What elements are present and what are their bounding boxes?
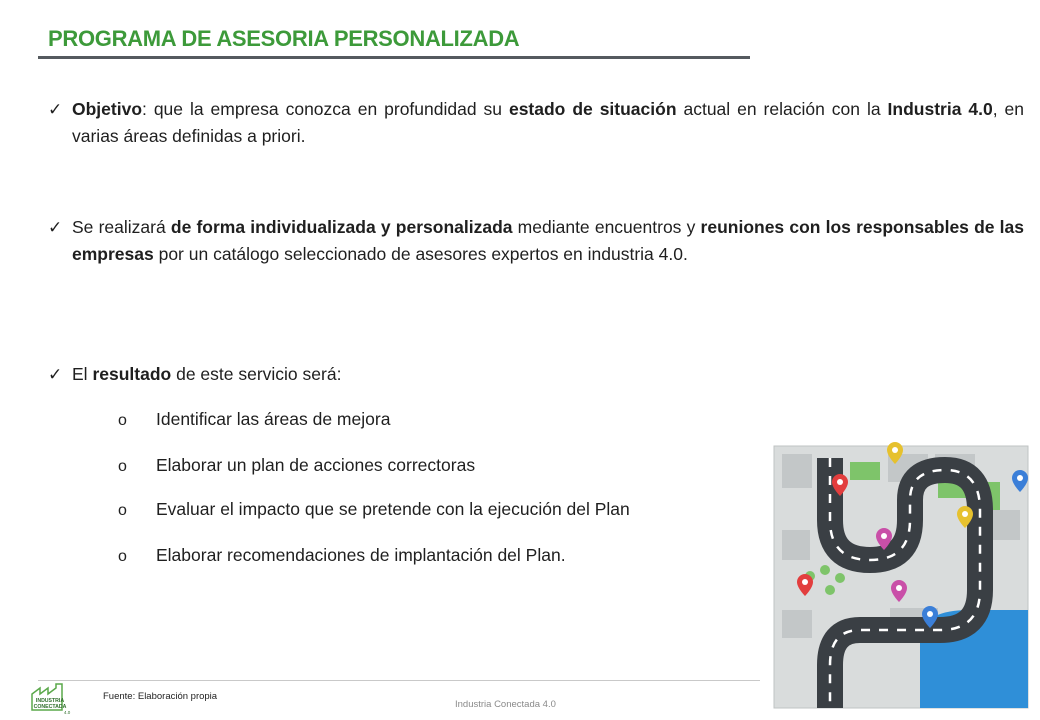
logo-text: 4.0	[64, 710, 71, 715]
sub-item: o Elaborar recomendaciones de implantación del Plan.	[118, 545, 566, 565]
sub-item: o Elaborar un plan de acciones correctoras	[118, 455, 476, 475]
bullet-resultado	[48, 361, 1024, 388]
road-map-illustration-icon	[770, 440, 1030, 710]
check-icon: ✓	[48, 218, 63, 237]
bullet-resultado-text: El resultado de este servicio será:	[72, 364, 342, 384]
source-note: Fuente: Elaboración propia	[103, 691, 218, 702]
bullet-objetivo	[48, 96, 1024, 150]
bullet-objetivo-text: Objetivo: que la empresa conozca en profundidad su estado de situación actual en relación con la Industria 4.0, en varias áreas definidas a priori.	[72, 99, 1024, 146]
footer-divider	[38, 680, 760, 681]
page-title: PROGRAMA DE ASESORIA PERSONALIZADA	[48, 26, 520, 51]
sub-item: o Evaluar el impacto que se pretende con la ejecución del Plan	[118, 499, 630, 519]
sub-item: o Identificar las áreas de mejora	[118, 409, 391, 429]
bullet-forma-text: Se realizará de forma individualizada y personalizada mediante encuentros y reuniones con los responsables de las empresas por un catálogo seleccionado de asesores expertos en industria 4.0.	[72, 217, 1025, 264]
bullet-forma	[48, 214, 1024, 268]
title-underline	[38, 56, 750, 59]
logo-text: INDUSTRIA	[35, 698, 65, 704]
footer-brand: Industria Conectada 4.0	[455, 699, 556, 710]
check-icon: ✓	[48, 365, 63, 384]
check-icon: ✓	[48, 100, 63, 119]
industria-conectada-logo-icon	[28, 680, 72, 716]
logo-text: CONECTADA	[33, 704, 67, 710]
